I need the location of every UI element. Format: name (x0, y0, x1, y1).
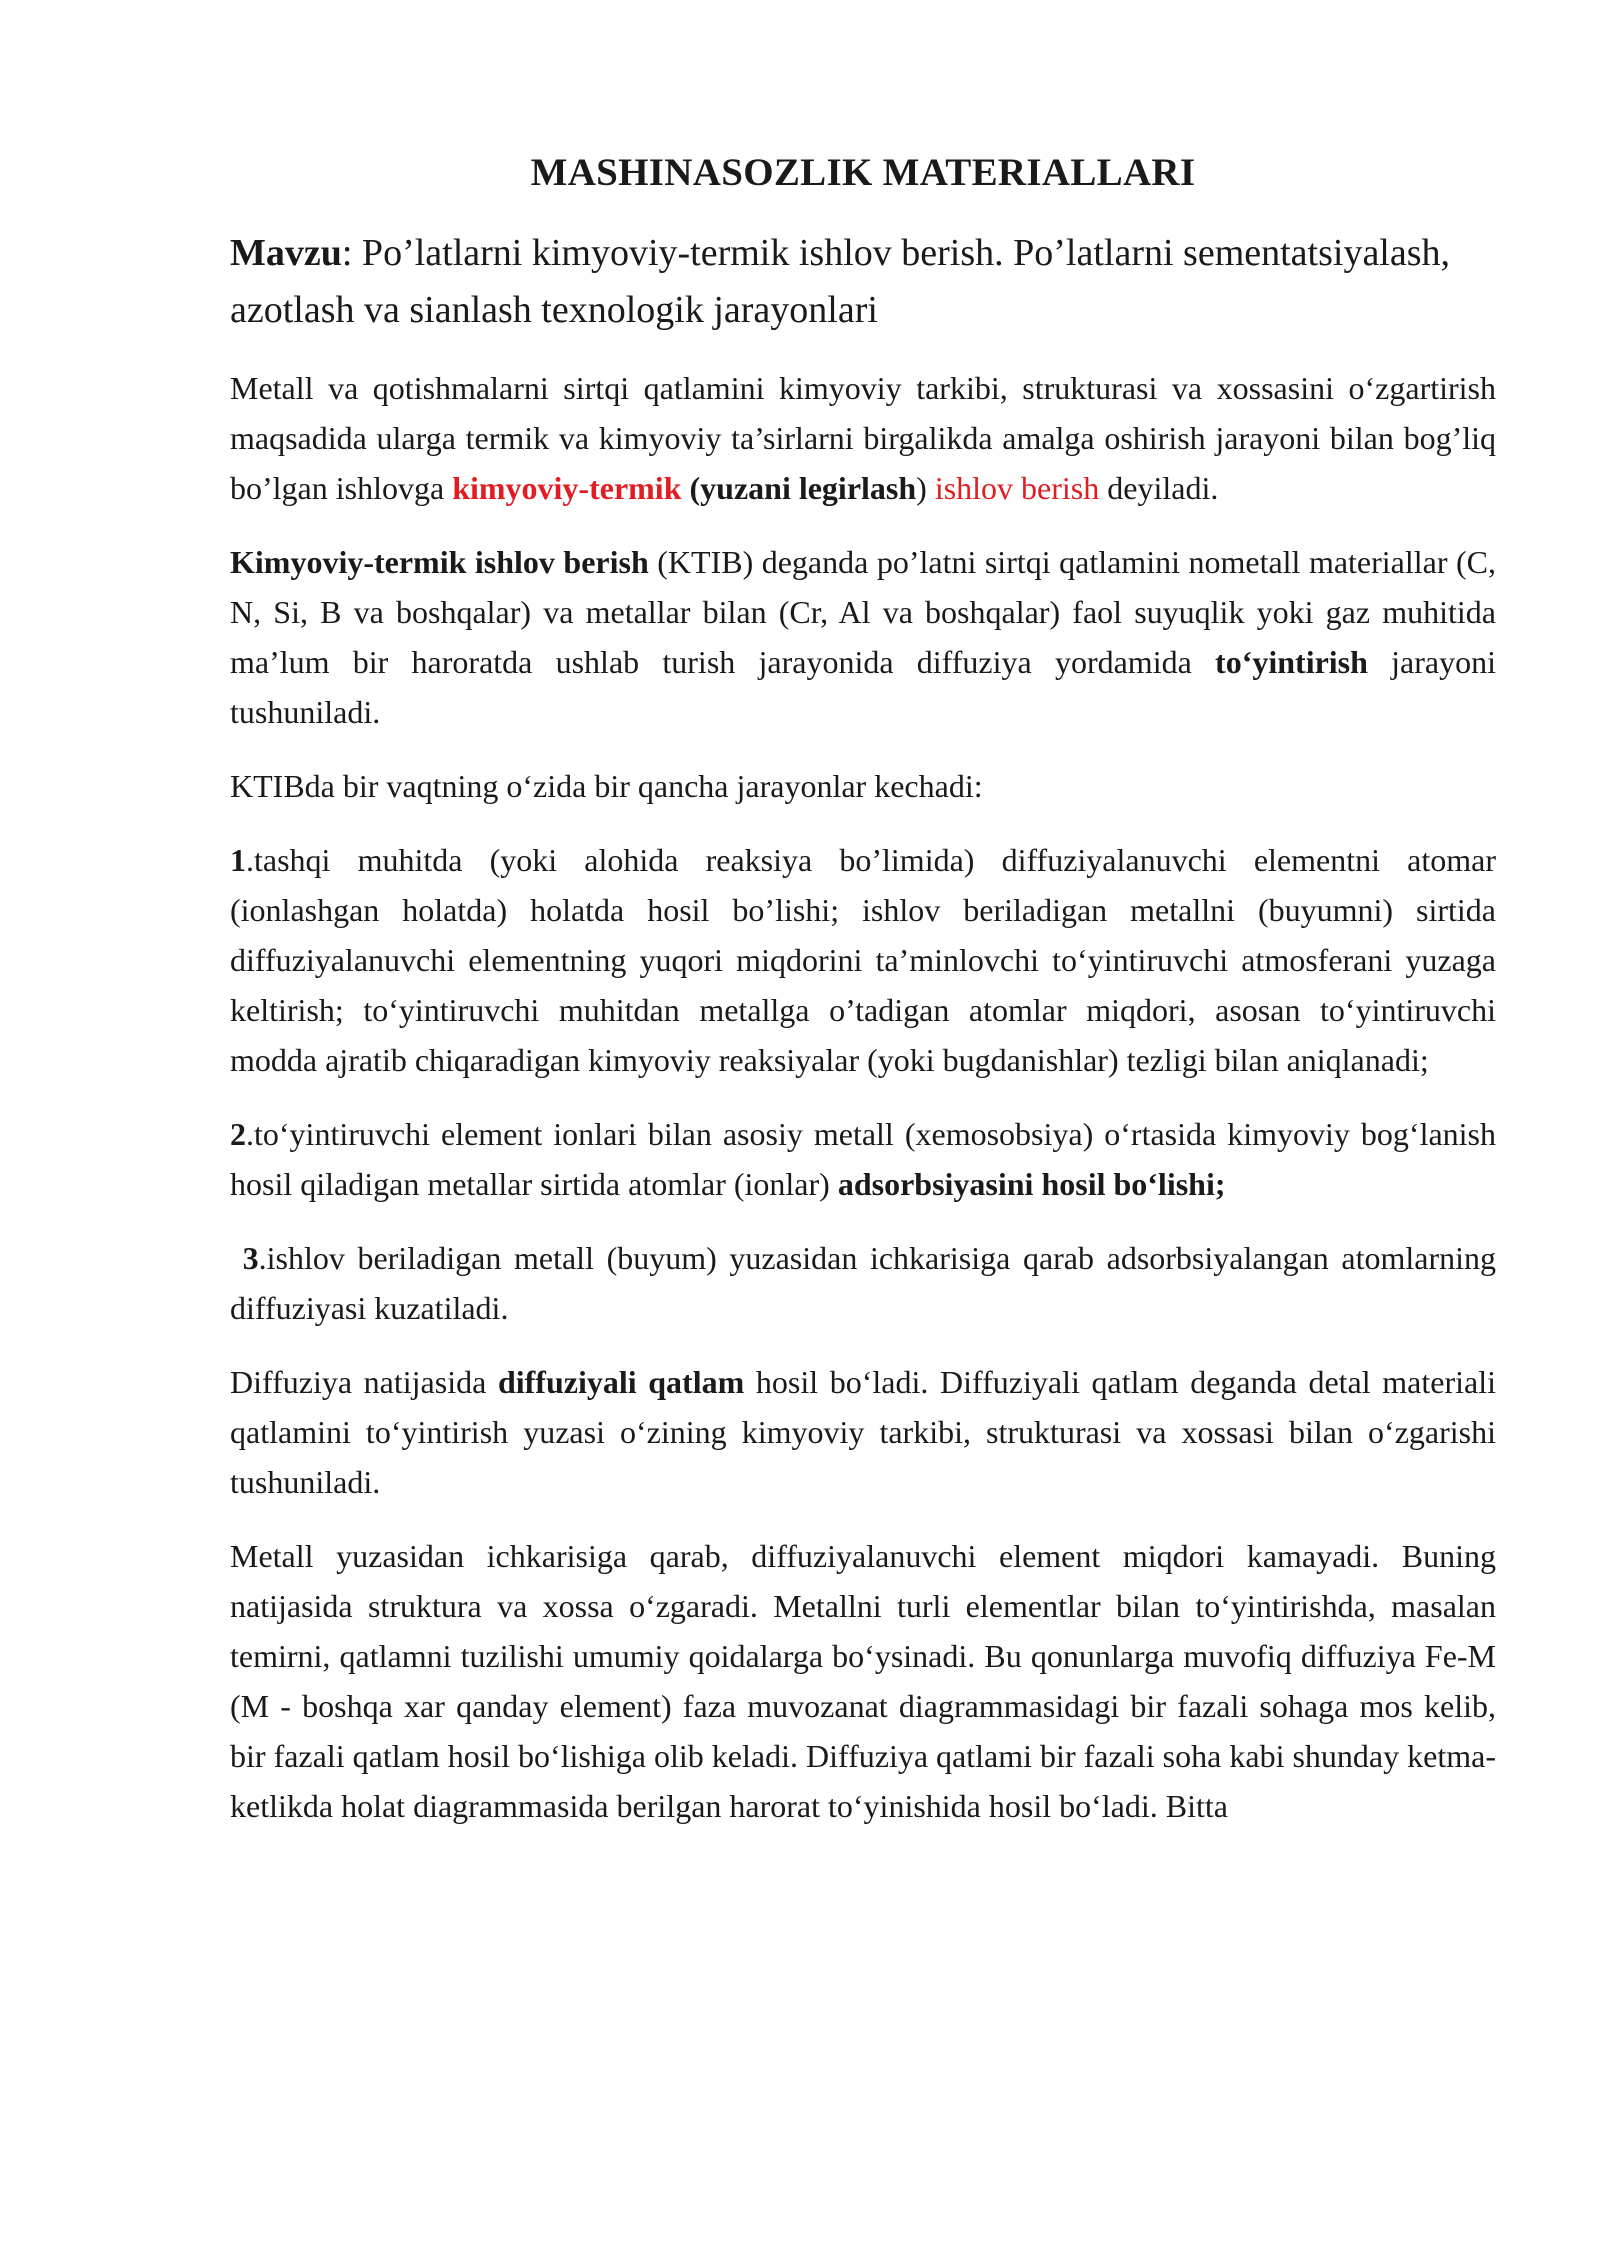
paragraph-definition (230, 363, 1496, 513)
paragraph-diffusion (230, 1357, 1496, 1507)
document-title: MASHINASOZLIK MATERIALLARI (530, 151, 1196, 194)
p2-text-b: jarayoni tushuniladi. (230, 643, 1497, 730)
highlight-kimyoviy-termik: kimyoviy-termik (452, 469, 682, 506)
p2-text-a: (KTIB) deganda po’latni sirtqi qatlamini nometall materiallar (C, N, Si, B va boshqalar) va metallar bilan (Cr, Al va boshqalar) faol suyuqlik yoki gaz muhitida ma’lum bir haroratda ushlab turish jarayonida diffuziya yordamida (230, 543, 1497, 680)
list-number-3: 3 (242, 1239, 259, 1276)
p4-text-b: hosil bo‘ladi. Diffuziyali qatlam deganda detal materiali qatlamini to‘yintirish yuzasi o‘zining kimyoviy tarkibi, strukturasi va xossasi bilan o‘zgarishi tushuniladi. (230, 1363, 1497, 1500)
list-item-2-text: .to‘yintiruvchi element ionlari bilan asosiy metall (xemosobsiya) o‘rtasida kimyoviy bog‘lanish hosil qiladigan metallar sirtida atomlar (ionlar) (230, 1115, 1496, 1202)
p1-text-c: ) (916, 469, 935, 506)
paragraph-ktib (230, 537, 1496, 737)
highlight-ishlov-berish: ishlov berish (934, 469, 1100, 506)
list-item-1 (230, 835, 1496, 1085)
paragraph-metal-surface: Metall yuzasidan ichkarisiga qarab, diffuziyalanuvchi element miqdori kamayadi. Buning natijasida struktura va xossa o‘zgaradi. Metallni turli elementlar bilan to‘yintirishda, masalan temirni, qatlamni tuzilishi umumiy qoidalarga bo‘ysinadi. Bu qonunlarga muvofiq diffuziya Fe-M (M - boshqa xar qanday element) faza muvozanat diagrammasidagi bir fazali sohaga mos kelib, bir fazali qatlam hosil bo‘lishiga olib keladi. Diffuziya qatlami bir fazali soha kabi shunday ketma-ketlikda holat diagrammasida berilgan harorat to‘yinishida hosil bo‘ladi. Bitta (230, 1537, 1496, 1824)
list-number-2: 2 (230, 1115, 246, 1152)
p1-text-a: Metall va qotishmalarni sirtqi qatlamini kimyoviy tarkibi, strukturasi va xossasini o‘zgartirish maqsadida ularga termik va kimyoviy ta’sirlarni birgalikda amalga oshirish jarayoni bilan bog’liq bo’lgan ishlovga (230, 369, 1496, 506)
p4-text-a: Diffuziya natijasida (230, 1363, 498, 1400)
list-item-2 (230, 1109, 1496, 1209)
bold-adsorbsiya: adsorbsiyasini hosil bo‘lishi; (837, 1165, 1226, 1202)
list-number-1: 1 (230, 841, 246, 878)
p1-text-d: deyiladi. (1099, 469, 1219, 506)
bold-yuzani-legirlash: (yuzani legirlash (689, 469, 917, 506)
bold-ktib-term: Kimyoviy-termik ishlov berish (230, 543, 649, 580)
list-item-3-text: .ishlov beriladigan metall (buyum) yuzasidan ichkarisiga qarab adsorbsiyalangan atomlarning diffuziyasi kuzatiladi. (230, 1239, 1497, 1326)
paragraph-intro-list: KTIBda bir vaqtning o‘zida bir qancha jarayonlar kechadi: (230, 767, 983, 804)
topic-heading (230, 225, 1496, 339)
bold-toyintirish: to‘yintirish (1215, 643, 1368, 680)
list-item-1-text: .tashqi muhitda (yoki alohida reaksiya bo’limida) diffuziyalanuvchi elementni atomar (ionlashgan holatda) holatda hosil bo’lishi; ishlov beriladigan metallni (buyumni) sirtida diffuziyalanuvchi elementning yuqori miqdorini ta’minlovchi to‘yintiruvchi atmosferani yuzaga keltirish; to‘yintiruvchi muhitdan metallga o’tadigan atomlar miqdori, asosan to‘yintiruvchi modda ajratib chiqaradigan kimyoviy reaksiyalar (yoki bugdanishlar) tezligi bilan aniqlanadi; (230, 841, 1496, 1078)
bold-diffuziyali-qatlam: diffuziyali qatlam (497, 1363, 745, 1400)
document-page (230, 150, 1496, 1855)
list-item-3 (230, 1233, 1496, 1333)
topic-text: : Po’latlarni kimyoviy-termik ishlov berish. Po’latlarni sementatsiyalash, azotlash va sianlash texnologik jarayonlari (230, 231, 1451, 331)
topic-label: Mavzu (230, 231, 342, 274)
